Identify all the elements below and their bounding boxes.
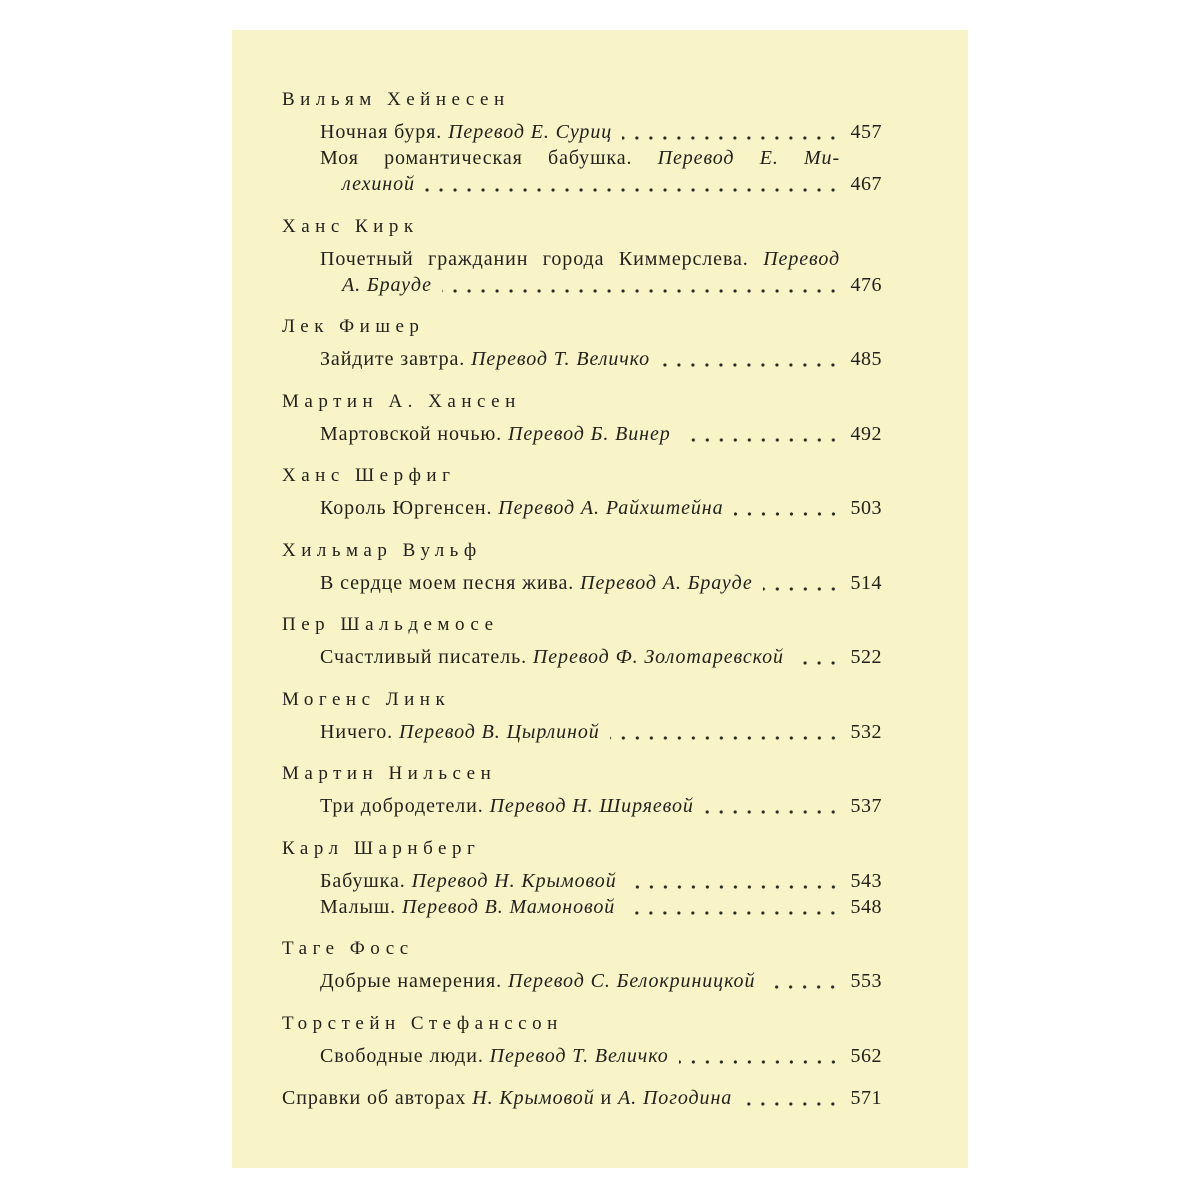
story-title: Малыш.	[320, 895, 397, 918]
page-number: 485	[850, 348, 882, 370]
toc-entry	[320, 145, 882, 197]
entry-line	[320, 346, 882, 372]
translator-credit: Перевод С. Белокриницкой	[507, 970, 756, 992]
author-credit: А. Погодина	[618, 1087, 733, 1109]
story-title: Моя романтическая бабушка.	[320, 147, 633, 169]
page-number: 503	[850, 497, 882, 519]
translator-credit: Перевод	[763, 247, 840, 270]
author-credit: Н. Крымовой	[472, 1087, 595, 1109]
toc-entry	[320, 421, 882, 447]
page-number: 492	[850, 422, 882, 445]
page-number: 553	[850, 970, 882, 992]
author-name: Вильям Хейнесен	[282, 89, 510, 110]
translator-credit: Перевод Е. Ми-	[657, 147, 841, 169]
page-number: 476	[850, 273, 882, 296]
about-authors-entry	[282, 1085, 882, 1111]
translator-credit: Перевод Ф. Золотаревской	[532, 646, 784, 668]
dot-leader	[681, 421, 840, 447]
toc-entry	[320, 894, 882, 920]
toc-section	[282, 936, 882, 994]
entry-line	[320, 644, 882, 670]
entry-text	[320, 894, 615, 920]
toc-entry	[320, 570, 882, 596]
entry-line	[320, 719, 882, 745]
translator-credit: Перевод Т. Величко	[471, 348, 651, 370]
toc-entry	[320, 793, 882, 819]
entry-line	[320, 421, 882, 447]
dot-leader	[622, 119, 840, 145]
toc-section	[282, 314, 882, 372]
dot-leader	[704, 793, 840, 819]
page-number: 548	[850, 895, 882, 918]
entry-line	[320, 894, 882, 920]
author-name: Мартин Нильсен	[282, 763, 497, 784]
story-title: Добрые намерения.	[320, 970, 503, 992]
story-title: Бабушка.	[320, 869, 406, 892]
story-title: Зайдите завтра.	[320, 348, 466, 370]
entry-text	[320, 495, 724, 521]
entry-text	[320, 570, 753, 596]
author-name: Таге Фосс	[282, 938, 414, 959]
toc-section	[282, 612, 882, 670]
translator-credit: Перевод Е. Суриц	[448, 121, 613, 143]
dot-leader	[442, 272, 840, 298]
entry-text	[320, 421, 671, 447]
dot-leader	[763, 570, 840, 596]
dot-leader	[734, 495, 840, 521]
toc-section	[282, 87, 882, 197]
page-number: 514	[850, 571, 882, 594]
translator-credit: Перевод Н. Ширяевой	[489, 795, 694, 817]
toc-section	[282, 836, 882, 920]
author-name: Ханс Кирк	[282, 215, 419, 237]
story-title: В сердце моем песня жива.	[320, 571, 575, 594]
page-number: 532	[850, 720, 882, 743]
entry-text	[320, 719, 600, 745]
translator-credit: Перевод Б. Винер	[508, 422, 671, 445]
author-name: Лек Фишер	[282, 316, 425, 337]
toc-entry	[320, 495, 882, 521]
entry-text	[320, 793, 694, 819]
toc-entry	[320, 719, 882, 745]
toc-entry	[320, 644, 882, 670]
entry-text	[320, 644, 784, 670]
story-title: Ничего.	[320, 720, 394, 743]
entry-line	[320, 1043, 882, 1069]
translator-credit: Перевод А. Брауде	[580, 571, 753, 594]
dot-leader	[794, 644, 840, 670]
entry-title: Справки об авторах	[282, 1087, 467, 1109]
toc-section	[282, 214, 882, 298]
dot-leader	[742, 1085, 840, 1111]
page-number: 522	[850, 646, 882, 668]
dot-leader	[679, 1043, 840, 1069]
entry-text	[320, 968, 755, 994]
author-name: Могенс Линк	[282, 688, 451, 710]
translator-credit: Перевод Т. Величко	[489, 1044, 669, 1067]
toc-entry	[320, 346, 882, 372]
toc-section	[282, 1011, 882, 1069]
page-number: 562	[850, 1044, 882, 1067]
story-title: Три добродетели.	[320, 795, 484, 817]
toc-entry	[320, 1043, 882, 1069]
author-name: Мартин А. Хансен	[282, 390, 521, 412]
entry-line	[342, 171, 882, 197]
toc-entry	[320, 968, 882, 994]
page-number: 537	[850, 795, 882, 817]
entry-line	[320, 793, 882, 819]
toc-section	[282, 687, 882, 745]
entry-line	[320, 119, 882, 145]
dot-leader	[627, 868, 840, 894]
dot-leader	[765, 968, 840, 994]
dot-leader	[425, 171, 840, 197]
toc-section	[282, 389, 882, 447]
toc-section	[282, 538, 882, 596]
toc-entry	[320, 246, 882, 298]
toc-entry	[320, 868, 882, 894]
story-title: Ночная буря.	[320, 121, 443, 143]
translator-credit: лехиной	[342, 173, 415, 195]
entry-text	[342, 171, 415, 197]
table-of-contents	[282, 87, 882, 1111]
entry-text	[282, 1085, 732, 1111]
translator-credit: Перевод Н. Крымовой	[411, 869, 617, 892]
translator-credit: Перевод В. Цырлиной	[399, 720, 600, 743]
story-title: Свободные люди.	[320, 1044, 484, 1067]
dot-leader	[610, 719, 840, 745]
entry-line	[320, 570, 882, 596]
entry-text	[320, 346, 650, 372]
story-title: Мартовской ночью.	[320, 422, 503, 445]
entry-text	[320, 119, 612, 145]
dot-leader	[660, 346, 840, 372]
entry-line	[320, 495, 882, 521]
author-name: Пер Шальдемосе	[282, 614, 499, 635]
page-number: 571	[850, 1087, 882, 1109]
author-name: Хильмар Вульф	[282, 539, 482, 561]
page-number: 543	[850, 869, 882, 892]
entry-line	[320, 246, 840, 272]
entry-text	[320, 1043, 669, 1069]
page-number: 467	[850, 173, 882, 195]
toc-section	[282, 761, 882, 819]
book-page	[232, 30, 968, 1168]
entry-line	[342, 272, 882, 298]
dot-leader	[625, 894, 840, 920]
page-number: 457	[850, 121, 882, 143]
author-name: Торстейн Стефанссон	[282, 1012, 563, 1034]
story-title: Король Юргенсен.	[320, 497, 493, 519]
author-name: Карл Шарнберг	[282, 837, 481, 859]
toc-entry	[320, 119, 882, 145]
story-title: Счастливый писатель.	[320, 646, 528, 668]
author-name: Ханс Шерфиг	[282, 465, 456, 486]
entry-line	[320, 868, 882, 894]
entry-title: и	[600, 1087, 613, 1109]
entry-text	[320, 868, 617, 894]
translator-credit: Перевод В. Мамоновой	[401, 895, 616, 918]
toc-section	[282, 463, 882, 521]
story-title: Почетный гражданин города Киммерслева.	[320, 247, 749, 270]
entry-line	[320, 145, 840, 171]
translator-credit: Перевод А. Райхштейна	[498, 497, 724, 519]
entry-text	[342, 272, 432, 298]
entry-line	[320, 968, 882, 994]
translator-credit: А. Брауде	[342, 273, 432, 296]
